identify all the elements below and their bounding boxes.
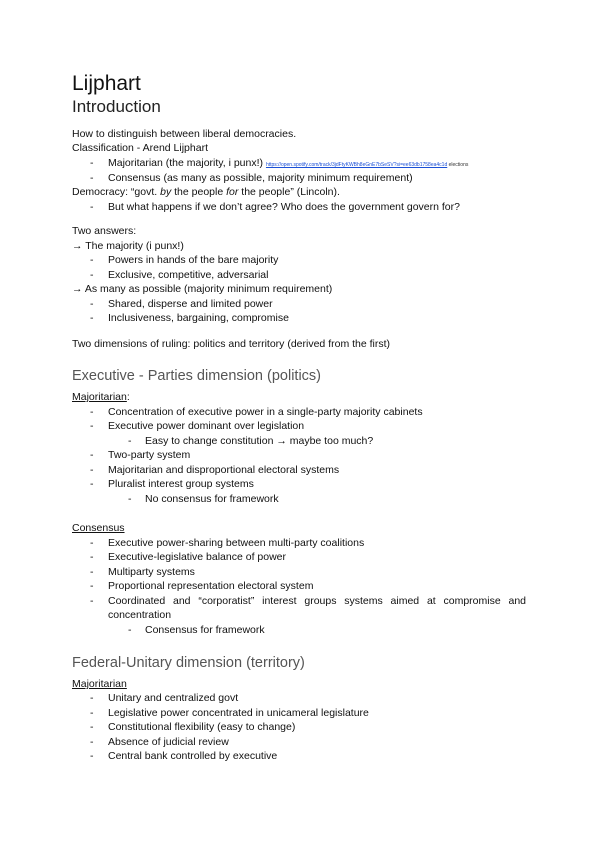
list-item: - Consensus (as many as possible, majority minimum requirement) — [90, 172, 413, 184]
list-item: - Two-party system — [90, 449, 191, 461]
list-item: - Majoritarian (the majority, i punx!) https://open.spotify.com/track/3jdFtyKWBh8eGnE7bSeSV?si=ee63db1758ea4c1d elections — [90, 157, 469, 169]
intro-line: How to distinguish between liberal democracies. — [72, 128, 297, 140]
intro-line: → The majority (i punx!) — [72, 240, 184, 252]
sub-list-item: - No consensus for framework — [128, 493, 279, 505]
list-item: - Exclusive, competitive, adversarial — [90, 269, 269, 281]
list-item: - Constitutional flexibility (easy to change) — [90, 721, 296, 733]
list-item: - Shared, disperse and limited power — [90, 298, 273, 310]
intro-line: Classification - Arend Lijphart — [72, 142, 208, 154]
list-item: - Executive power dominant over legislation — [90, 420, 305, 432]
list-item: - Executive power-sharing between multi-party coalitions — [90, 537, 365, 549]
democracy-quote: Democracy: “govt. by the people for the people” (Lincoln). — [72, 186, 340, 198]
intro-line: Two dimensions of ruling: politics and territory (derived from the first) — [72, 338, 391, 350]
spotify-link[interactable]: https://open.spotify.com/track/3jdFtyKWBh8eGnE7bSeSV?si=ee63db1758ea4c1d — [265, 162, 448, 168]
intro-line: Two answers: — [72, 225, 137, 237]
list-item: - Majoritarian and disproportional electoral systems — [90, 464, 340, 476]
list-item: - Proportional representation electoral system — [90, 580, 314, 592]
list-item: - Powers in hands of the bare majority — [90, 254, 279, 266]
sub-list-item: - Consensus for framework — [128, 624, 265, 636]
majoritarian-label: Majoritarian: — [72, 391, 130, 403]
list-item: - Coordinated and “corporatist” interest groups systems aimed at compromise and — [90, 595, 526, 607]
sub-list-item: - Easy to change constitution → maybe too much? — [128, 435, 374, 447]
page-title: Lijphart — [72, 72, 141, 95]
list-item: - Absence of judicial review — [90, 736, 229, 748]
majoritarian-label: Majoritarian — [72, 678, 127, 690]
consensus-label: Consensus — [72, 522, 125, 534]
list-item: - Concentration of executive power in a single-party majority cabinets — [90, 406, 423, 418]
list-item: - Inclusiveness, bargaining, compromise — [90, 312, 289, 324]
federal-heading: Federal-Unitary dimension (territory) — [72, 655, 305, 671]
introduction-heading: Introduction — [72, 97, 161, 116]
list-item: - Executive-legislative balance of power — [90, 551, 287, 563]
list-item-continuation: concentration — [108, 609, 172, 621]
executive-heading: Executive - Parties dimension (politics) — [72, 368, 322, 384]
list-item: - Legislative power concentrated in unicameral legislature — [90, 707, 369, 719]
list-item: - Unitary and centralized govt — [90, 692, 239, 704]
list-item: - Pluralist interest group systems — [90, 478, 254, 490]
list-item: - Multiparty systems — [90, 566, 195, 578]
intro-line: → As many as possible (majority minimum requirement) — [72, 283, 333, 295]
list-item: - But what happens if we don’t agree? Who does the government govern for? — [90, 201, 460, 213]
list-item: - Central bank controlled by executive — [90, 750, 278, 762]
